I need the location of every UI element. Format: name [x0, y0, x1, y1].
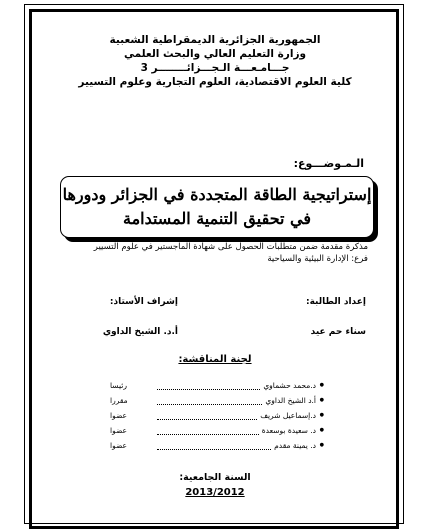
list-item	[110, 378, 324, 393]
member-role: رئيسا	[110, 381, 127, 390]
member-name: د.محمد حشماوي	[263, 381, 316, 390]
dotted-leader	[157, 411, 257, 420]
list-item	[110, 423, 324, 438]
bullet-icon: ●	[319, 442, 324, 448]
subject-label: الـمـوضـــوع:	[293, 157, 364, 170]
list-item	[110, 393, 324, 408]
dotted-leader	[157, 381, 260, 390]
member-role: مقررا	[110, 396, 128, 405]
list-item	[110, 408, 324, 423]
dotted-leader	[157, 396, 262, 405]
member-name: د. يمينة مقدم	[274, 441, 316, 450]
member-role: عضوا	[110, 441, 127, 450]
thesis-title-box	[60, 176, 374, 238]
thesis-title-line-1: إستراتيجية الطاقة المتجددة في الجزائر ودورها	[62, 185, 372, 204]
republic-name: الجمهورية الجزائرية الديمقراطية الشعبية	[109, 34, 321, 46]
dotted-leader	[157, 441, 271, 450]
supervisor-name: أ.د. الشيخ الداوي	[102, 327, 178, 337]
prepared-by-label: إعداد الطالبة:	[306, 297, 366, 307]
memo-branch-line: فرع: الإدارة البيئية والسياحية	[267, 254, 368, 264]
bullet-icon: ●	[319, 397, 324, 403]
committee-list	[110, 378, 324, 453]
bullet-icon: ●	[319, 427, 324, 433]
member-role: عضوا	[110, 426, 127, 435]
bullet-icon: ●	[319, 382, 324, 388]
dotted-leader	[157, 426, 259, 435]
committee-title: لجنة المناقشة:	[178, 354, 252, 365]
supervisor-label: إشراف الأستاذ:	[109, 297, 178, 307]
student-name: سناء حم عيد	[310, 327, 366, 337]
university-name: جـــامـعـــة الـجـــزائــــــــر 3	[140, 62, 290, 74]
memo-degree-line: مذكرة مقدمة ضمن متطلبات الحصول على شهادة الماجستير في علوم التسيير	[93, 242, 368, 252]
memo-description	[94, 241, 368, 265]
member-name: د. سعيدة بوسعدة	[261, 426, 316, 435]
list-item	[110, 438, 324, 453]
thesis-title-line-2: في تحقيق التنمية المستدامة	[122, 209, 312, 228]
ministry-name: وزارة التعليم العالي والبحث العلمي	[123, 48, 307, 60]
faculty-name: كلية العلوم الاقتصادية، العلوم التجارية وعلوم التسيير	[78, 76, 352, 88]
member-name: د.إسماعيل شريف	[260, 411, 316, 420]
institution-header	[0, 33, 430, 89]
member-role: عضوا	[110, 411, 127, 420]
academic-year-label: السنة الجامعية:	[179, 472, 251, 483]
bullet-icon: ●	[319, 412, 324, 418]
member-name: أ.د الشيخ الداوي	[265, 396, 316, 405]
academic-year-value: 2013/2012	[185, 487, 245, 498]
